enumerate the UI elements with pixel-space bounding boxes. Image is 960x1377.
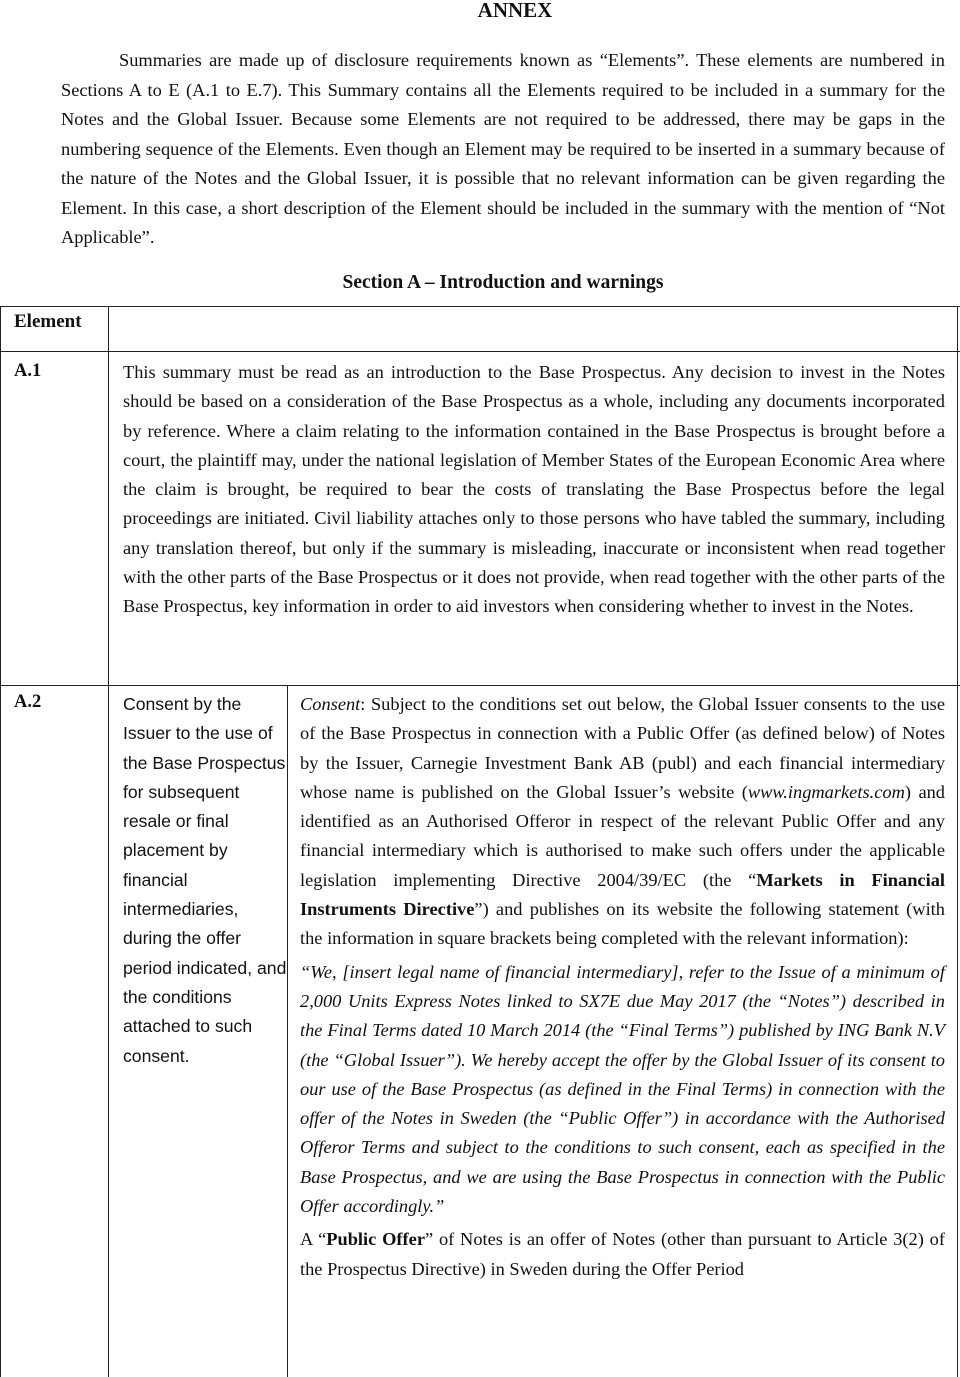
public-offer-definition bbox=[300, 1225, 945, 1284]
table-left-border bbox=[0, 306, 1, 1377]
header-row-border bbox=[0, 351, 960, 352]
public-offer-prefix: A “ bbox=[300, 1229, 327, 1250]
intro-text: Summaries are made up of disclosure requirements known as “Elements”. These elements are numbered in Sections A to E (A.1 to E.7). This Summary contains all the Elements required to be included in a summary for the Notes and the Global Issuer. Because some Elements are not required to be addressed, there may be gaps in the numbering sequence of the Elements. Even though an Element may be required to be inserted in a summary because of the nature of the Notes and the Global Issuer, it is possible that no relevant information can be given regarding the Element. In this case, a short description of the Element should be included in the summary with the mention of “Not Applicable”. bbox=[61, 50, 945, 247]
element-column-border bbox=[108, 306, 109, 1377]
public-offer-term: Public Offer bbox=[326, 1229, 425, 1250]
element-id-a1: A.1 bbox=[14, 361, 42, 381]
a1-row-border bbox=[0, 685, 960, 686]
consent-text-part-1: : Subject to the conditions set out below, the Global Issuer consents to the use of the Base Prospectus in connection with a Public Offer (as defined below) of Notes by the Issuer, Carnegie Investment Bank AB (publ) and each financial intermediary whose name is published on the Global Issuer’s website ( bbox=[300, 694, 945, 802]
consent-text-part-3: ”) and publishes on its website the following statement (with the information in square brackets being completed with the relevant information): bbox=[300, 899, 945, 949]
public-offer-text: ” of Notes is an offer of Notes (other than pursuant to Article 3(2) of the Prospectus Directive) in Sweden during the Offer Period bbox=[300, 1229, 945, 1279]
element-id-a2: A.2 bbox=[14, 692, 42, 712]
consent-paragraph bbox=[300, 690, 945, 954]
a2-heading: Consent by the Issuer to the use of the Base Prospectus for subsequent resale or final placement by financial intermediaries, during the offer period indicated, and the conditions attached to such consent. bbox=[123, 694, 287, 1066]
mifid-term: Markets in Financial Instruments Directive bbox=[300, 869, 945, 920]
annex-title: ANNEX bbox=[477, 0, 553, 22]
table-right-border bbox=[957, 306, 958, 1377]
intermediary-statement-quote: “We, [insert legal name of financial intermediary], refer to the Issue of a minimum of 2,000 Units Express Notes linked to SX7E due May 2017 (the “Notes”) described in the Final Terms dated 10 March 2014 (the “Final Terms”) published by ING Bank N.V (the “Global Issuer”). We hereby accept the offer by the Global Issuer of its consent to our use of the Base Prospectus (as defined in the Final Terms) in connection with the offer of the Notes in Sweden (the “Public Offer”) in accordance with the Authorised Offeror Terms and subject to the conditions to such consent, each as specified in the Base Prospectus, and we are using the Base Prospectus in connection with the Public Offer accordingly.” bbox=[300, 961, 945, 1217]
a2-content bbox=[300, 690, 945, 1284]
section-a-title: Section A – Introduction and warnings bbox=[342, 272, 664, 293]
issuer-website-link[interactable]: www.ingmarkets.com bbox=[747, 781, 905, 802]
table-top-border bbox=[0, 306, 960, 307]
intro-paragraph bbox=[61, 46, 945, 253]
consent-text-part-2: ) and identified as an Authorised Offeror in respect of the relevant Public Offer and any financial intermediary which is authorised to make such offers under the applicable legislation implementing Directive 2004/39/EC (the “ bbox=[300, 781, 946, 890]
a1-text: This summary must be read as an introduction to the Base Prospectus. Any decision to invest in the Notes should be based on a consideration of the Base Prospectus as a whole, including any documents incorporated by reference. Where a claim relating to the information contained in the Base Prospectus is brought before a court, the plaintiff may, under the national legislation of Member States of the European Economic Area where the claim is brought, be required to bear the costs of translating the Base Prospectus before the legal proceedings are initiated. Civil liability attaches only to those persons who have tabled the summary, including any translation thereof, but only if the summary is misleading, inaccurate or inconsistent when read together with the other parts of the Base Prospectus or it does not provide, when read together with the other parts of the Base Prospectus, key information in order to aid investors when considering whether to invest in the Notes. bbox=[123, 362, 945, 617]
element-column-header: Element bbox=[14, 311, 82, 332]
consent-label: Consent bbox=[300, 694, 361, 714]
